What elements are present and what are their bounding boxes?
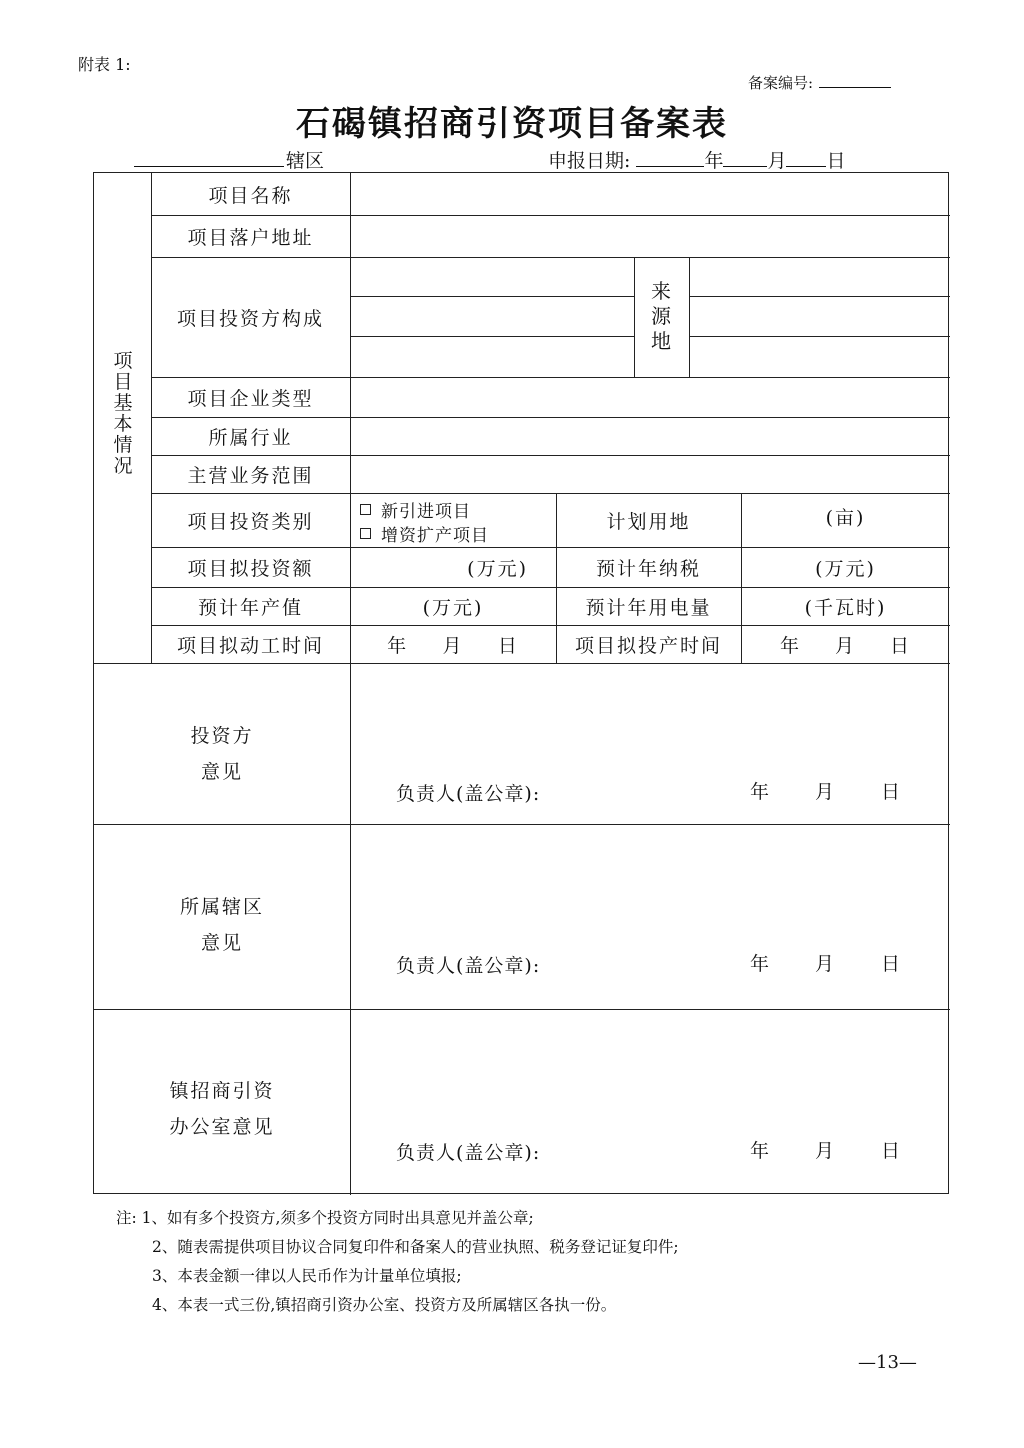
enterprise-type-field[interactable] bbox=[350, 377, 950, 417]
grid-line bbox=[634, 257, 635, 377]
annual-output-unit[interactable]: (万元) bbox=[422, 596, 484, 619]
option-new-label: 新引进项目 bbox=[381, 502, 471, 522]
notes bbox=[116, 1204, 679, 1320]
section-label-char: 况 bbox=[113, 455, 133, 477]
form-title: 石碣镇招商引资项目备案表 bbox=[296, 104, 728, 144]
source-label-char: 地 bbox=[651, 329, 671, 353]
annual-tax-unit[interactable]: (万元) bbox=[815, 557, 876, 580]
office-opinion-line2: 办公室意见 bbox=[169, 1116, 275, 1138]
district-suffix: 辖区 bbox=[286, 150, 325, 172]
production-day-label: 日 bbox=[889, 634, 911, 657]
district-year-label: 年 bbox=[750, 953, 770, 975]
district-opinion-line1: 所属辖区 bbox=[179, 896, 264, 918]
declaration-day-label: 日 bbox=[826, 150, 846, 172]
page-number: —13— bbox=[858, 1352, 917, 1373]
planned-land-unit[interactable]: (亩) bbox=[825, 506, 866, 529]
office-opinion-field[interactable] bbox=[350, 1009, 950, 1195]
annual-power-unit[interactable]: (千瓦时) bbox=[804, 596, 887, 619]
declaration-date bbox=[548, 146, 846, 173]
label-annual-output: 预计年产值 bbox=[197, 596, 303, 619]
label-business-scope: 主营业务范围 bbox=[187, 464, 314, 487]
office-day-label: 日 bbox=[881, 1140, 901, 1162]
option-new-project[interactable] bbox=[360, 497, 471, 522]
district-opinion-line2: 意见 bbox=[200, 932, 243, 954]
production-time-field[interactable] bbox=[741, 625, 950, 663]
source-place-field[interactable] bbox=[689, 257, 950, 377]
source-label-char: 来 bbox=[651, 279, 671, 303]
note-item: 3、本表金额一律以人民币作为计量单位填报; bbox=[152, 1267, 462, 1285]
start-day-label: 日 bbox=[497, 634, 519, 657]
filing-form-table bbox=[93, 172, 949, 1194]
label-project-name: 项目名称 bbox=[208, 184, 293, 207]
office-signer-label: 负责人(盖公章): bbox=[396, 1142, 541, 1164]
label-start-time: 项目拟动工时间 bbox=[176, 634, 324, 657]
section-basic-label bbox=[111, 351, 135, 477]
label-industry: 所属行业 bbox=[208, 426, 293, 449]
note-item: 注: 1、如有多个投资方,须多个投资方同时出具意见并盖公章; bbox=[116, 1209, 534, 1227]
note-item: 4、本表一式三份,镇招商引资办公室、投资方及所属辖区各执一份。 bbox=[152, 1296, 617, 1314]
label-district-opinion bbox=[94, 889, 350, 961]
section-label-char: 基 bbox=[113, 392, 133, 414]
investor-year-label: 年 bbox=[750, 781, 770, 803]
investor-opinion-line2: 意见 bbox=[200, 761, 243, 783]
label-investor-composition: 项目投资方构成 bbox=[176, 307, 324, 330]
label-investor-opinion bbox=[94, 718, 350, 790]
investor-day-label: 日 bbox=[881, 781, 901, 803]
district-field bbox=[134, 146, 324, 173]
investor-opinion-line1: 投资方 bbox=[190, 725, 254, 747]
section-label-char: 本 bbox=[113, 413, 133, 435]
industry-field[interactable] bbox=[350, 417, 950, 455]
filing-number bbox=[748, 72, 891, 93]
filing-number-label: 备案编号: bbox=[748, 74, 814, 92]
label-annual-power: 预计年用电量 bbox=[585, 596, 712, 619]
label-enterprise-type: 项目企业类型 bbox=[187, 387, 314, 410]
attachment-label: 附表 1: bbox=[78, 55, 131, 74]
label-source-place bbox=[649, 279, 673, 354]
declaration-month-label: 月 bbox=[767, 150, 787, 172]
label-investment-category: 项目投资类别 bbox=[187, 510, 314, 533]
district-signer-label: 负责人(盖公章): bbox=[396, 955, 541, 977]
label-production-time: 项目拟投产时间 bbox=[574, 634, 722, 657]
production-month-label: 月 bbox=[834, 634, 856, 657]
project-address-field[interactable] bbox=[350, 215, 950, 257]
checkbox-icon[interactable] bbox=[360, 504, 371, 515]
declaration-year-blank[interactable] bbox=[636, 152, 704, 167]
filing-number-field[interactable] bbox=[819, 75, 891, 88]
declaration-month-blank[interactable] bbox=[723, 152, 767, 167]
section-label-char: 情 bbox=[113, 434, 133, 456]
office-year-label: 年 bbox=[750, 1140, 770, 1162]
section-label-char: 项 bbox=[113, 350, 133, 372]
label-planned-investment: 项目拟投资额 bbox=[187, 557, 314, 580]
office-month-label: 月 bbox=[815, 1140, 835, 1162]
declaration-year-label: 年 bbox=[704, 150, 724, 172]
business-scope-field[interactable] bbox=[350, 455, 950, 493]
label-project-address: 项目落户地址 bbox=[187, 226, 314, 249]
start-year-label: 年 bbox=[387, 634, 409, 657]
investor-signer-label: 负责人(盖公章): bbox=[396, 783, 541, 805]
investor-composition-field[interactable] bbox=[350, 257, 634, 377]
option-expand-label: 增资扩产项目 bbox=[381, 526, 489, 546]
office-opinion-line1: 镇招商引资 bbox=[169, 1080, 275, 1102]
label-office-opinion bbox=[94, 1073, 350, 1145]
project-name-field[interactable] bbox=[350, 173, 950, 215]
option-expand-project[interactable] bbox=[360, 521, 489, 546]
district-opinion-field[interactable] bbox=[350, 824, 950, 1009]
district-month-label: 月 bbox=[815, 953, 835, 975]
note-item: 2、随表需提供项目协议合同复印件和备案人的营业执照、税务登记证复印件; bbox=[152, 1238, 679, 1256]
label-annual-tax: 预计年纳税 bbox=[595, 557, 701, 580]
checkbox-icon[interactable] bbox=[360, 528, 371, 539]
start-month-label: 月 bbox=[442, 634, 464, 657]
investor-month-label: 月 bbox=[815, 781, 835, 803]
declaration-day-blank[interactable] bbox=[786, 152, 826, 167]
district-day-label: 日 bbox=[881, 953, 901, 975]
section-label-char: 目 bbox=[113, 371, 133, 393]
production-year-label: 年 bbox=[779, 634, 801, 657]
declaration-date-label: 申报日期: bbox=[548, 150, 631, 172]
source-label-char: 源 bbox=[651, 304, 671, 328]
district-blank[interactable] bbox=[134, 152, 284, 167]
start-time-field[interactable] bbox=[350, 625, 556, 663]
label-planned-land: 计划用地 bbox=[606, 510, 691, 533]
planned-investment-unit[interactable]: (万元) bbox=[467, 557, 528, 580]
